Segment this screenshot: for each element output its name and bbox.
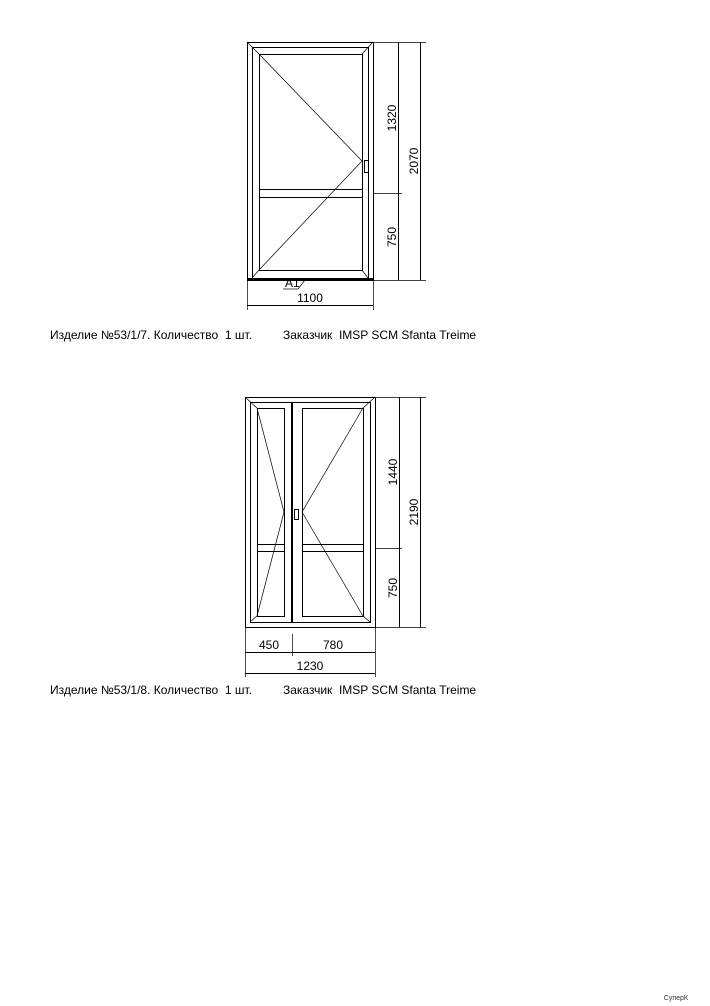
door-2-dim-lower: 750	[386, 577, 400, 599]
door-2-dim-width: 1230	[296, 659, 324, 673]
door-1-dim-height: 2070	[407, 147, 421, 175]
door-1-dim-upper: 1320	[385, 104, 399, 132]
door-2-left-glass	[258, 409, 285, 617]
door-1-sash	[253, 48, 369, 279]
door-1-handle-icon	[365, 161, 369, 173]
door-2-dim-height: 2190	[407, 498, 421, 526]
door-1-dim-lower: 750	[385, 226, 399, 248]
door-1-profile-label: A1	[285, 276, 300, 290]
door-1-drawing	[247, 42, 426, 310]
door-1-opening-line	[259, 54, 362, 161]
item-1-customer: Заказчик IMSP SCM Sfanta Treime	[283, 328, 477, 342]
door-2-right-glass	[303, 409, 364, 617]
door-2-dim-right-width: 780	[322, 638, 344, 652]
item-2-customer: Заказчик IMSP SCM Sfanta Treime	[283, 683, 477, 697]
door-1-dim-width: 1100	[297, 291, 323, 305]
item-1-caption: Изделие №53/1/7. Количество 1 шт.	[50, 328, 253, 342]
door-2-handle-icon	[295, 510, 299, 520]
item-2-caption: Изделие №53/1/8. Количество 1 шт.	[50, 683, 253, 697]
door-1-outer-frame	[248, 43, 374, 281]
door-2-dim-left-width: 450	[258, 638, 280, 652]
door-2-dim-upper: 1440	[386, 458, 400, 486]
door-2-drawing	[245, 397, 426, 677]
door-2-outer-frame	[246, 398, 376, 628]
footer-label: СуперК	[663, 995, 688, 1002]
door-1-glass	[260, 55, 363, 271]
